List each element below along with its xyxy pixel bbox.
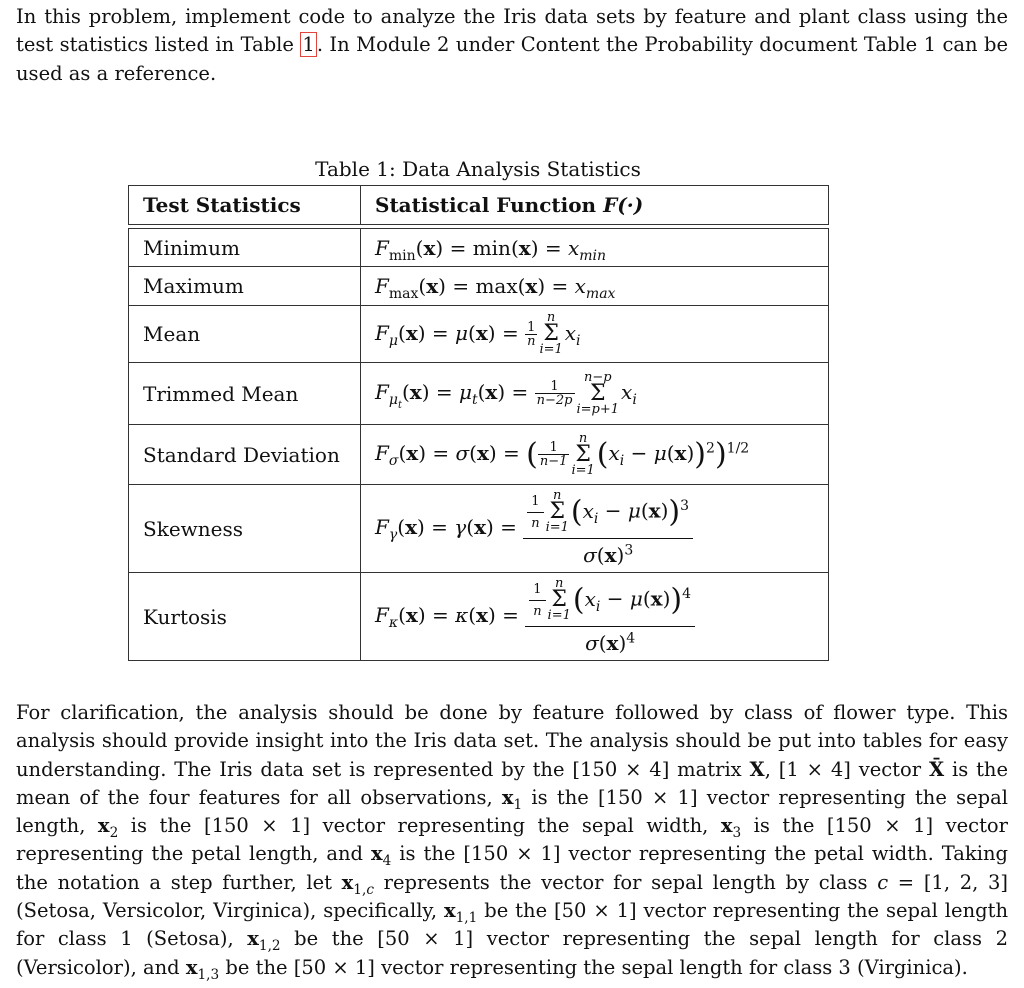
row-formula: $F_{\mu_t}(x) = \mu_t(x)$ = $\frac{1}{n-2p}$ n−p Σ i=p+1 $x_i$	[361, 363, 829, 425]
row-formula: $F_\sigma(x) = \sigma(x)$ = ( $\frac{1}{n-1}$ n Σ i=1 $(x_i - \mu(x))^2)^{1/2}$	[361, 425, 829, 485]
row-name: Kurtosis	[129, 573, 361, 661]
row-formula: $F_\mu(x) = \mu(x)$ = $\frac{1}{n}$ n Σ i=1 $x_i$	[361, 306, 829, 363]
table-row	[129, 485, 829, 573]
row-formula: $F_\gamma(x) = \gamma(x)$ = $\frac{1}{n}$ n Σ i=1 $(x_i - \mu(x))^3$ $\sigma(x)^3$	[361, 485, 829, 573]
table-row	[129, 306, 829, 363]
table-row	[129, 573, 829, 661]
row-formula: $F_{min}(x) = \min(x) = x_{min}$	[361, 229, 829, 267]
row-name: Mean	[129, 306, 361, 363]
table-reference-link[interactable]: 1	[302, 33, 315, 57]
row-name: Skewness	[129, 485, 361, 573]
statistics-table	[128, 185, 829, 661]
table-row	[129, 229, 829, 267]
table-header-row	[129, 186, 829, 225]
row-name: Minimum	[129, 229, 361, 267]
header-function-symbol: F(·)	[603, 193, 644, 217]
table-row	[129, 267, 829, 306]
row-name: Standard Deviation	[129, 425, 361, 485]
intro-text-2: . In Module 2 under Content the Probability document Table 1 can be used as a reference.	[16, 33, 1008, 85]
header-test-statistics: Test Statistics	[129, 186, 361, 225]
row-name: Trimmed Mean	[129, 363, 361, 425]
row-formula: $F_\kappa(x) = \kappa(x)$ = $\frac{1}{n}$ n Σ i=1 $(x_i - \mu(x))^4$ $\sigma(x)^4$	[361, 573, 829, 661]
table-row	[129, 363, 829, 425]
row-name: Maximum	[129, 267, 361, 306]
table-row	[129, 425, 829, 485]
clarification-paragraph: For clarification, the analysis should be done by feature followed by class of flower type. This analysis should provide insight into the Iris data set. The analysis should be put into tables for easy understanding. The Iris data set is represented by the [150 × 4] matrix X, [1 × 4] vector X̄ is the mean of the four features for all observations, $x_1$ is the [150 × 1] vector representing the sepal length, $x_2$ is the [150 × 1] vector representing the sepal width, $x_3$ is the [150 × 1] vector representing the petal length, and $x_4$ is the [150 × 1] vector representing the petal width. Taking the notation a step further, let $x_{1,c}$ represents the vector for sepal length by class c = [1, 2, 3] (Setosa, Versicolor, Virginica), specifically, $x_{1,1}$ be the [50 × 1] vector representing the sepal length for class 1 (Setosa), $x_{1,2}$ be the [50 × 1] vector representing the sepal length for class 2 (Versicolor), and $x_{1,3}$ be the [50 × 1] vector representing the sepal length for class 3 (Virginica).	[16, 701, 1009, 983]
intro-text-1: In this problem, implement code to analyze the Iris data sets by feature and plant class using the test statistics listed in Table	[16, 5, 1008, 57]
intro-paragraph	[16, 3, 1008, 88]
table-caption: Table 1: Data Analysis Statistics	[315, 157, 641, 181]
header-statistical-function: Statistical Function F(·)	[361, 186, 829, 225]
row-formula: $F_{max}(x) = \max(x) = x_{max}$	[361, 267, 829, 306]
